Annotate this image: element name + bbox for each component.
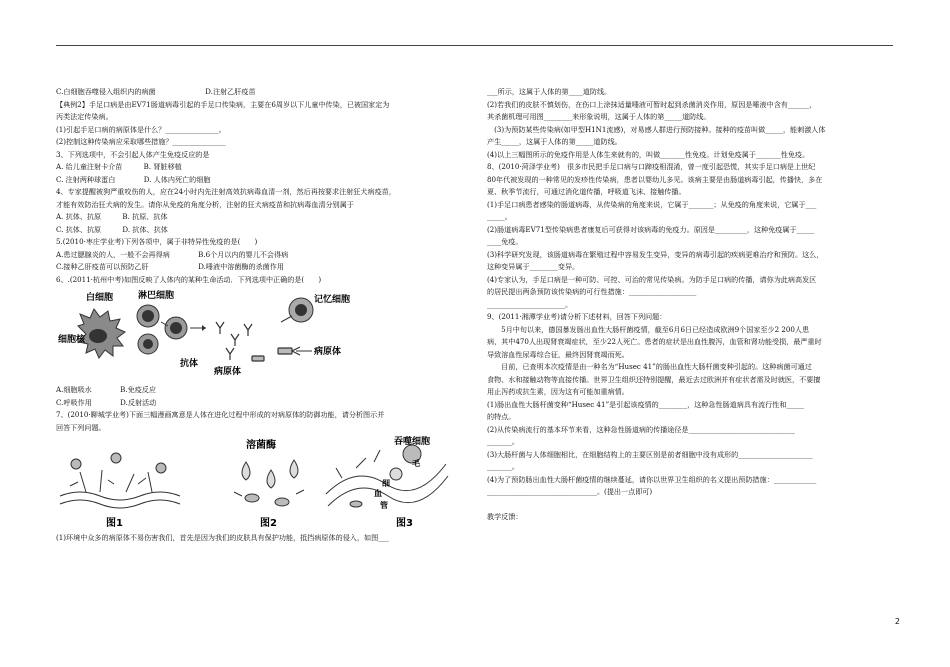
text-line: 才能有效防治狂犬病的发生。请你从免疫的角度分析，注射的狂犬病疫苗和抗病毒血清分别属于 [56,199,354,209]
text-line: (2)从传染病流行的基本环节来看，这种急性肠道病的传播途径是______________________________ [487,424,795,434]
text-line: 【典例2】手足口病是由EV71肠道病毒引起的手足口传染病，主要在6周岁以下儿童中传染，已被国家定为 [56,99,390,109]
text-line: ____免疫。 [487,237,523,246]
text-line: 教学反馈： [487,512,523,521]
text-line: (1)手足口病患者感染的肠道病毒，从传染病的角度来说，它属于_______；从免疫的角度来说，它属于___ [487,199,817,209]
right-column [487,86,897,524]
text-line: 病，其中470人出现肾衰竭症状，至少22人死亡。患者的症状是出血性腹泻，血管和肾功能受损，最严重时 [487,337,822,346]
text-line: 其杀菌机理可用图________来形象说明，这属于人体的第_____道防线。 [487,112,711,121]
right-text-block [487,86,897,524]
text-line: ______________________。 [487,299,573,309]
text-line: 的居民提出两条预防该传染病的可行性措施：___________________ [487,287,697,296]
text-line: (1)肠出血性大肠杆菌变种“Husec 41”是引起该疫情的________，这种急性肠道病具有流行性和_____ [487,399,805,409]
text-line: 回答下列问题。 [56,422,106,432]
label-lysozyme: 溶菌酶 [246,440,276,451]
text-line: 4、专家提醒被狗严重咬伤的人，应在24小时内先注射高效抗病毒血清一剂，然后再按要求注射狂犬病疫苗， [56,187,396,196]
text-line: ___所示，这属于人体的第____道防线。 [487,87,612,96]
text-line: (1)引起手足口病的病原体是什么？_______________。 [56,124,226,134]
text-line: (3)科学研究发现，该肠道病毒在繁殖过程中容易发生变异，变异的病毒引起的疾病更难治疗和预防。这么， [487,249,824,259]
label-memory-cell: 记忆细胞 [314,295,351,305]
text-line: (1)环境中众多的病原体不易伤害我们，首先是因为我们的皮肤具有保护功能，抵挡病原体的侵入，如图___ [56,533,389,542]
text-line: 用止泻药或抗生素，因为这有可能加重病情。 [487,387,629,396]
text-line: _______________________________。(提出一点即可) [487,487,653,496]
text-line: 8、(2010·菏泽学业考) 很多市民把手足口病与口蹄疫相混淆，曾一度引起恐慌，其实手足口病是上世纪 [487,162,816,171]
text-line: 5.(2010·枣庄学业考)下列各项中，属于非特异性免疫的是( ) [56,237,258,246]
text-line: 产生_____，这属于人体的第_____道防线。 [487,137,622,146]
text-line [487,499,897,512]
text-line: C.接种乙肝疫苗可以预防乙肝 D.唾液中溶菌酶的杀菌作用 [56,262,284,271]
text-line: 9、(2011·湘潭学业考)请分析下述材料，回答下列问题： [487,312,667,321]
left-text-block-b [56,384,461,434]
label-white-cell: 白细胞 [86,293,114,303]
text-line: (4)专家认为，手足口病是一种可防、可控、可治的常见传染病。为防手足口病的传播，请你为此病高发区 [487,274,817,284]
text-line: _______。 [487,462,519,471]
caption-fig1: 图1 [106,518,123,529]
text-line: _______。 [487,437,519,446]
text-line: C.呼吸作用 D.反射活动 [56,397,157,407]
figure-immune-cells [56,286,461,384]
left-text-block-c [56,532,461,545]
label-lymphocyte: 淋巴细胞 [138,291,175,301]
text-line: 导致溶血性尿毒综合征，最终因肾衰竭而死。 [487,349,629,359]
label-antibody: 抗体 [180,359,199,369]
label-vessel: 管 [380,501,388,510]
text-line: 7、(2010·聊城学业考)下面三幅漫画寓意是人体在进化过程中形成的对病原体的防御功能，请分析图示并 [56,410,385,419]
text-line: A. 抗体、抗原 B. 抗原、抗体 [56,212,168,221]
text-line: 5月中旬以来，德国暴发肠出血性大肠杆菌疫情，截至6月6日已经造成欧洲9个国家至少2 200人患 [487,324,810,334]
page-number: 2 [894,617,900,626]
text-line: 6、.(2011·杭州中考)如图反映了人体内的某种生命活动．下列选项中正确的是( ) [56,274,322,284]
text-line: 的特点。 [487,412,516,421]
text-line: _____。 [487,212,512,221]
text-line: (4)为了预防肠出血性大肠杆菌疫情的继续蔓延，请你以世界卫生组织的名义提出预防措施：____________ [487,474,817,484]
label-nucleus: 细胞核 [58,335,86,345]
text-line: (2)若我们的皮肤不慎划伤，在伤口上涂抹适量唾液可暂时起到杀菌消炎作用，原因是唾液中含有______， [487,99,817,109]
text-line: A.细胞吸水 B.免疫反应 [56,385,156,394]
label-pathogen-2: 病原体 [314,347,342,357]
left-column [56,86,461,545]
text-line: 这种变异属于________变异。 [487,262,580,271]
text-line: (3)为预防某些传染病(如甲型H1N1流感)，对易感人群进行预防接种。接种的疫苗叫做_____，能刺激人体 [487,124,826,134]
text-line: 3、下列选项中，不会引起人体产生免疫反应的是 [56,149,210,159]
text-line: (4)以上三幅图所示的免疫作用是人体生来就有的，叫做_______性免疫。计划免疫属于_______性免疫。 [487,149,810,159]
text-line: (2)控制这种传染病应采取哪些措施？_______________ [56,137,226,146]
caption-fig2: 图2 [260,518,277,529]
label-fine: 细 [382,479,390,488]
text-line: 食物、水和接触动物等直接传播。世界卫生组织还特别提醒，最近去过欧洲并有症状者需及时就医，不要擅 [487,374,821,384]
immune-cells-diagram [56,286,396,384]
text-line: 目前，已查明本次疫情是由一种名为“Husec 41”的肠出血性大肠杆菌变种引起的。这种病菌可通过 [487,362,812,371]
text-line: A.患过腮腺炎的人，一般不会再得病 B.6个月以内的婴儿不会得病 [56,249,289,259]
label-pathogen-1: 病原体 [214,367,242,377]
label-phagocyte: 吞噬细胞 [394,437,431,447]
label-blood: 血 [374,489,382,498]
text-line: (3)大肠杆菌与人体细胞相比，在细胞结构上的主要区别是前者细胞中没有成形的_____________________ [487,449,813,459]
text-line: (2)肠道病毒EV71型传染病患者康复后可获得对该病毒的免疫力。原因是_________，这种免疫属于_____ [487,224,815,234]
defense-cartoons-diagram [56,434,461,530]
left-text-block-a [56,86,461,286]
figure-defense-cartoons [56,434,461,530]
white-blood-cell-shape [78,309,125,358]
text-line: C. 注射两种球蛋白 D. 人体内死亡的细胞 [56,174,211,184]
text-line: A. 给儿童注射卡介苗 B. 肾脏移植 [56,162,182,171]
text-line: 丙类法定传染病。 [56,112,113,121]
text-line: 夏、秋季节流行，可通过消化道传播，呼吸道飞沫、接触传播。 [487,187,686,196]
text-line: C.白细胞吞噬侵入组织内的病菌 D.注射乙肝疫苗 [56,87,256,96]
text-line: C. 抗体、抗原 D. 抗体、抗体 [56,224,168,234]
text-line: 80年代被发现的一种常见的发疹性传染病，患者以婴幼儿多见。该病主要是由肠道病毒引起，传播快，多在 [487,174,823,184]
caption-fig3: 图3 [396,518,413,529]
header-rule [56,45,893,46]
label-hair: 毛 [412,459,420,468]
